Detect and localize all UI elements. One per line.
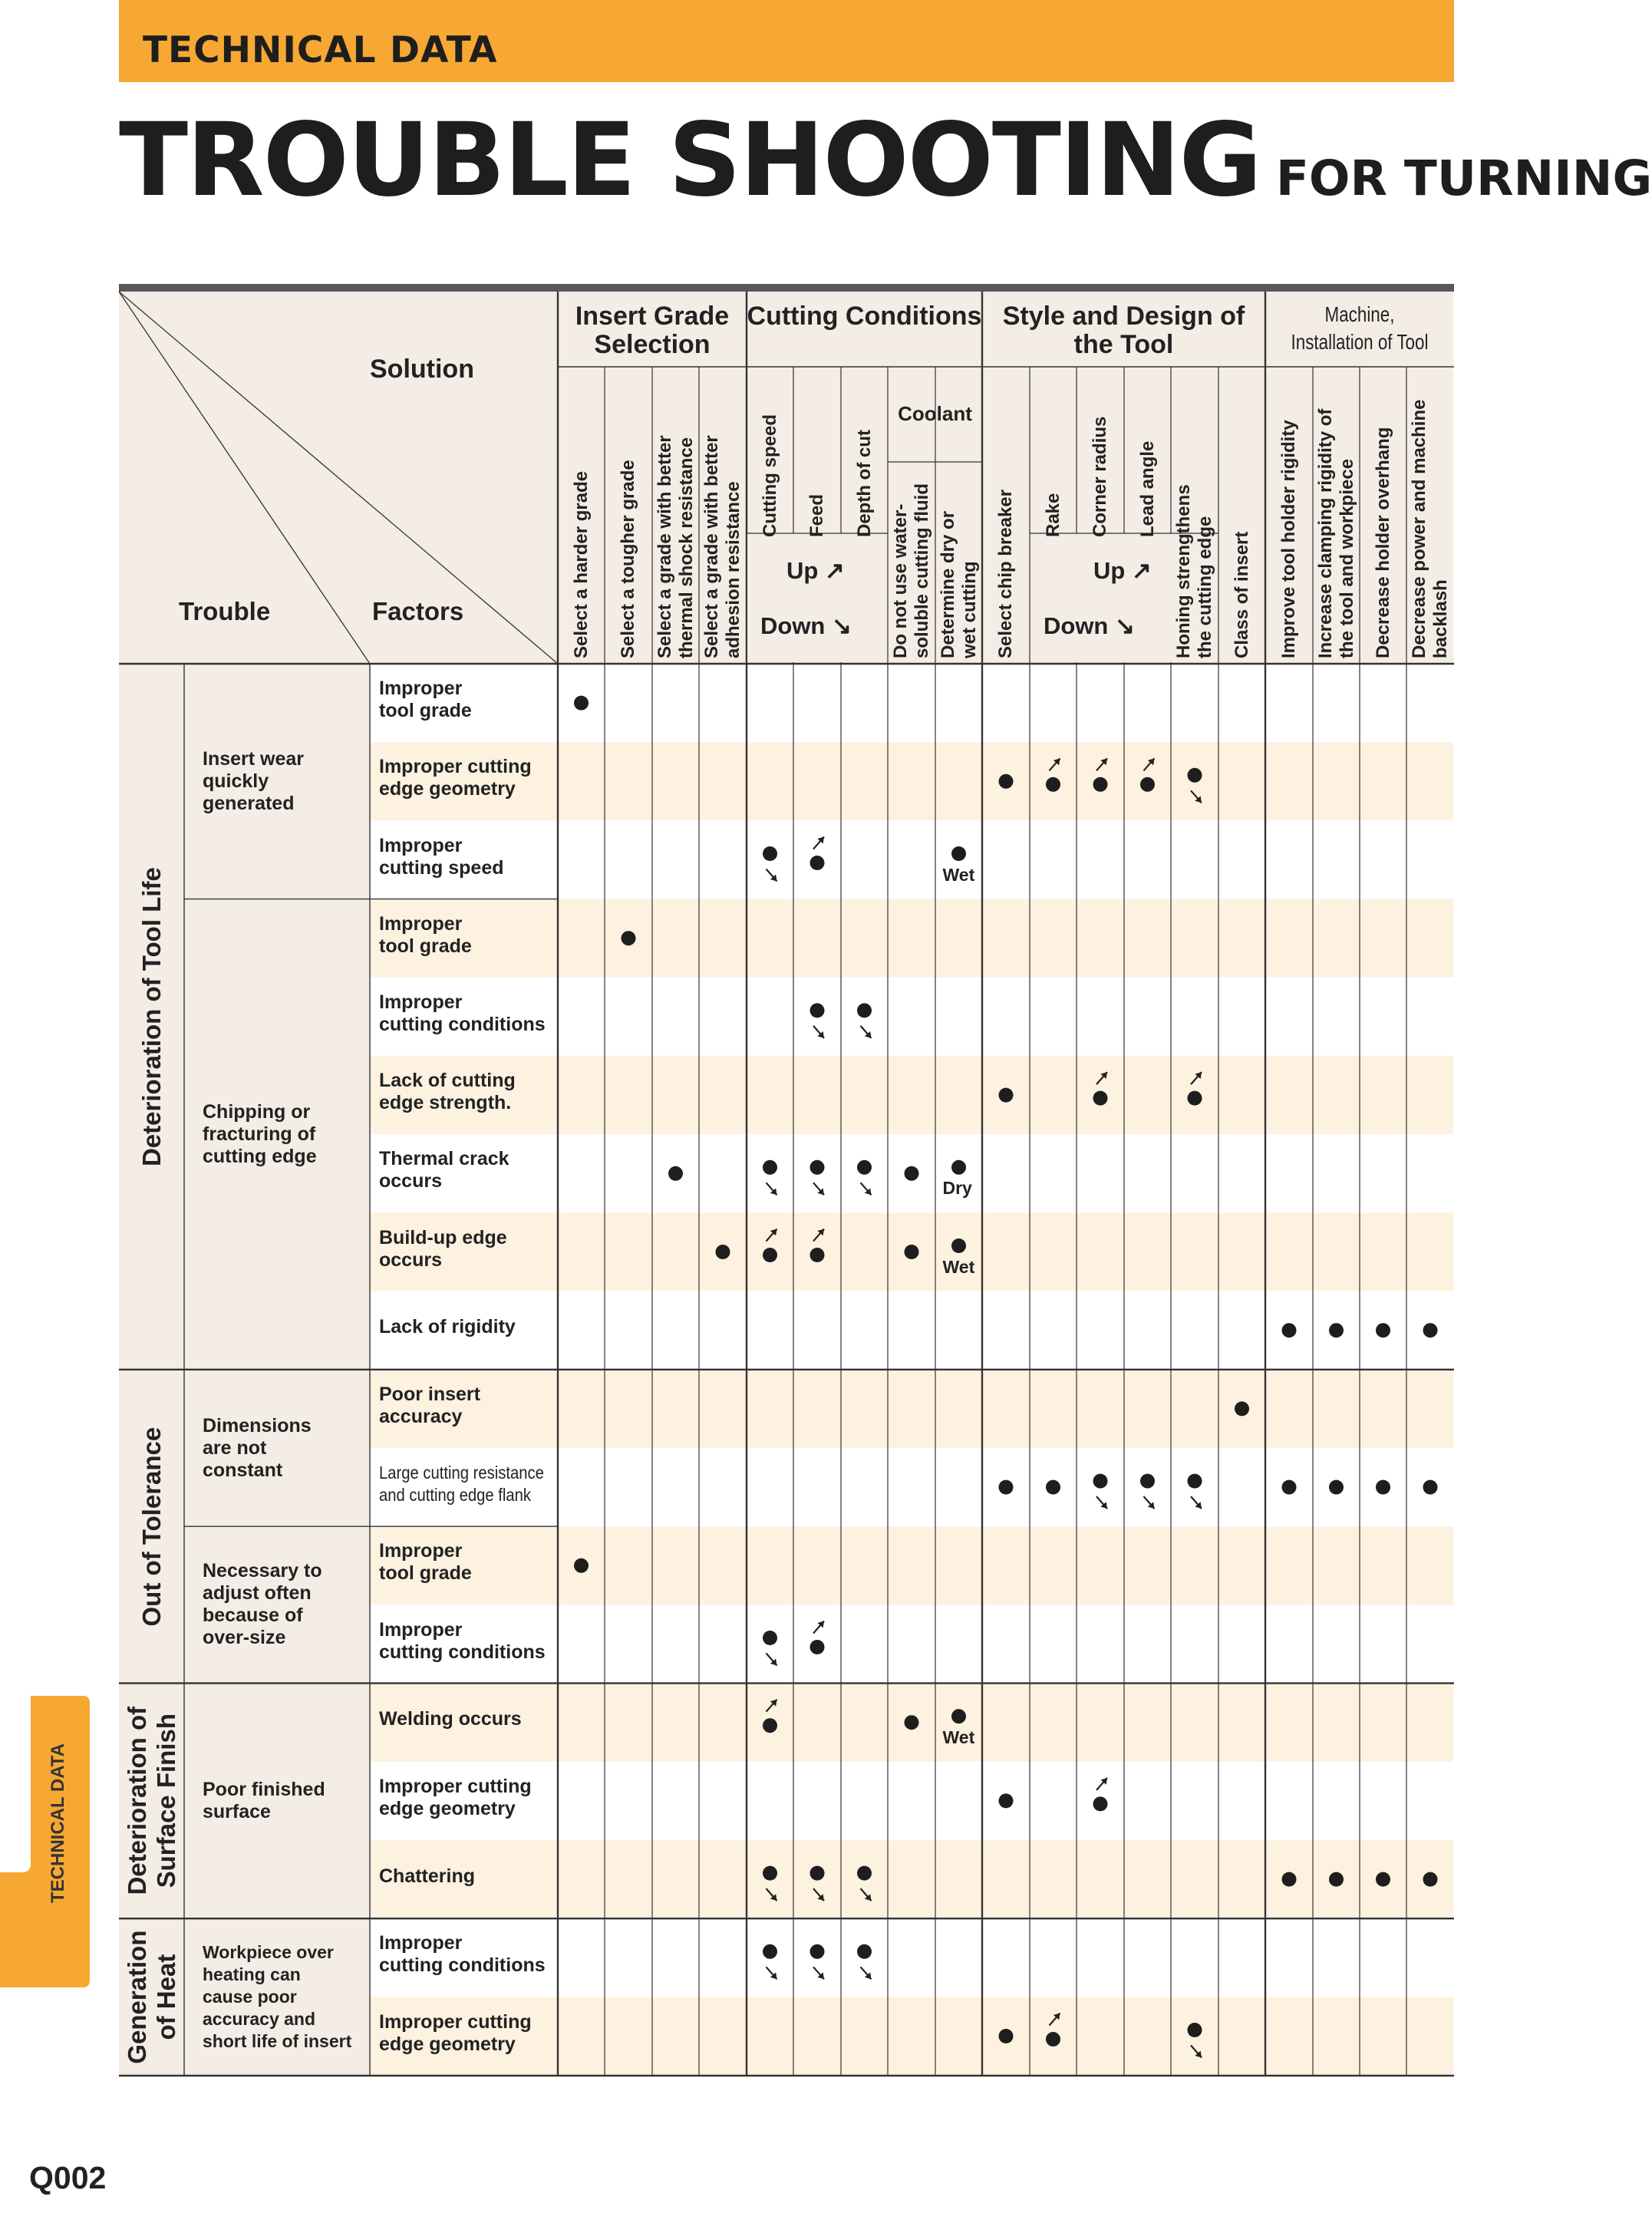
solution-dot xyxy=(1423,1480,1438,1495)
column-label-line: soluble cutting fluid xyxy=(912,483,932,658)
group-header: Cutting Conditions xyxy=(747,302,982,331)
coolant-note: Wet xyxy=(942,1727,975,1747)
factor-label-line: edge strength. xyxy=(379,1092,512,1114)
column-label: Class of insert xyxy=(1231,531,1252,658)
up-label: Up ↗ xyxy=(1093,557,1152,584)
factor-label-line: cutting speed xyxy=(379,856,504,879)
factor-label-line: tool grade xyxy=(379,700,472,722)
factor-label xyxy=(379,913,472,958)
side-tab xyxy=(0,1696,90,1987)
row-band xyxy=(558,899,1454,978)
solution-dot xyxy=(1376,1872,1390,1887)
down-label: Down ↘ xyxy=(760,612,852,639)
column-label: Depth of cut xyxy=(853,430,875,537)
trouble-subcategory-line: short life of insert xyxy=(203,2031,352,2052)
solution-dot xyxy=(810,1248,825,1262)
solution-dot xyxy=(1282,1872,1297,1887)
factor-label-line: Chattering xyxy=(379,1865,475,1887)
solution-dot xyxy=(810,1160,825,1175)
factor-label-line: tool grade xyxy=(379,1562,472,1585)
corner-trouble-label: Trouble xyxy=(179,597,271,625)
factor-label xyxy=(379,1384,480,1428)
factor-label-line: Improper xyxy=(379,912,463,935)
trouble-subcategory-line: Dimensions xyxy=(203,1414,312,1436)
coolant-header: Coolant xyxy=(898,402,972,425)
solution-dot xyxy=(1188,2023,1202,2037)
factor-label xyxy=(379,1462,544,1506)
factor-label-line: Welding occurs xyxy=(379,1708,522,1730)
factor-label xyxy=(379,1708,522,1730)
column-label-line: the cutting edge xyxy=(1195,516,1215,658)
factor-label xyxy=(379,1619,546,1664)
column-label-line: Decrease power and machine xyxy=(1409,399,1429,658)
factor-label xyxy=(379,835,504,879)
factor-label-line: Improper xyxy=(379,1618,463,1641)
column-label: Cutting speed xyxy=(759,414,780,537)
factor-label xyxy=(379,2011,532,2056)
solution-dot xyxy=(1046,2032,1060,2047)
side-tab-label: TECHNICAL DATA xyxy=(48,1743,68,1903)
column-label: Decrease holder overhang xyxy=(1372,427,1393,658)
solution-dot xyxy=(1235,1401,1249,1416)
column-label: Improve tool holder rigidity xyxy=(1278,420,1299,658)
column-label: Feed xyxy=(806,493,827,537)
factor-label-line: occurs xyxy=(379,1248,442,1271)
factor-label-line: Lack of rigidity xyxy=(379,1316,516,1338)
trouble-subcategory-line: Necessary to xyxy=(203,1560,322,1582)
column-label: Rake xyxy=(1042,493,1063,537)
trouble-category xyxy=(123,1684,181,1919)
factor-label-line: edge geometry xyxy=(379,2033,516,2055)
group-header: Machine, Installation of Tool xyxy=(1291,302,1429,354)
group-header: Style and Design of the Tool xyxy=(1002,302,1245,359)
solution-dot xyxy=(574,1558,589,1573)
factor-label xyxy=(379,1316,516,1338)
solution-dot xyxy=(999,2029,1014,2043)
column-label-line: adhesion resistance xyxy=(723,481,744,658)
trouble-category-line: of Heat xyxy=(151,1954,180,2040)
trouble-subcategory-line: heating can xyxy=(203,1964,301,1985)
factor-label xyxy=(379,756,532,800)
trouble-category-line: Deterioration of xyxy=(122,1707,151,1895)
column-label xyxy=(938,511,981,658)
factor-label-line: Improper xyxy=(379,991,463,1013)
trouble-subcategory xyxy=(203,1941,351,2053)
column-label: Select a harder grade xyxy=(570,470,592,658)
coolant-note: Wet xyxy=(942,864,975,885)
factor-label xyxy=(379,1148,509,1192)
trouble-subcategory xyxy=(203,1560,322,1649)
factor-label-line: Build-up edge xyxy=(379,1226,507,1248)
solution-dot xyxy=(1188,1091,1202,1106)
solution-dot xyxy=(1140,777,1155,792)
row-band xyxy=(558,1291,1454,1370)
column-label-line: Do not use water- xyxy=(890,503,911,658)
column-label: Lead angle xyxy=(1136,440,1158,537)
trouble-subcategory-line: Insert wear xyxy=(203,747,305,770)
trouble-subcategory-line: cause poor xyxy=(203,1987,297,2007)
column-label-line: Select a grade with better xyxy=(701,435,722,658)
solution-dot xyxy=(905,1245,919,1259)
trouble-category xyxy=(137,664,167,1370)
trouble-category-line: Surface Finish xyxy=(151,1713,180,1888)
solution-dot xyxy=(1046,777,1060,792)
page-number: Q002 xyxy=(29,2160,107,2195)
column-label-line: Select a grade with better xyxy=(654,435,675,658)
updown-cell xyxy=(747,533,887,662)
solution-dot xyxy=(1423,1323,1438,1337)
solution-dot xyxy=(810,1640,825,1654)
solution-dot xyxy=(716,1245,730,1259)
row-band xyxy=(558,978,1454,1056)
factor-label-line: Thermal crack xyxy=(379,1148,509,1170)
solution-dot xyxy=(1376,1323,1390,1337)
column-label: Corner radius xyxy=(1090,416,1110,537)
column-label xyxy=(890,483,933,658)
trouble-subcategory xyxy=(203,1415,312,1482)
down-label: Down ↘ xyxy=(1044,612,1135,639)
row-band xyxy=(558,820,1454,899)
solution-dot xyxy=(810,1866,825,1881)
solution-dot xyxy=(951,1238,966,1253)
solution-dot xyxy=(1329,1323,1344,1337)
factor-label xyxy=(379,991,546,1036)
solution-dot xyxy=(1329,1480,1344,1495)
solution-dot xyxy=(1093,1091,1108,1106)
factor-label xyxy=(379,1540,472,1585)
trouble-category xyxy=(123,1918,181,2076)
solution-dot xyxy=(574,696,589,711)
coolant-note: Dry xyxy=(942,1178,972,1199)
factor-label-line: cutting conditions xyxy=(379,1641,546,1663)
solution-dot xyxy=(1093,777,1108,792)
column-label-line: Determine dry or xyxy=(937,510,958,658)
trouble-subcategory-line: Chipping or xyxy=(203,1100,311,1123)
trouble-subcategory-line: cutting edge xyxy=(203,1145,317,1167)
row-band xyxy=(558,1212,1454,1291)
solution-dot xyxy=(1140,1474,1155,1489)
column-label xyxy=(655,435,697,658)
factor-label-line: occurs xyxy=(379,1170,442,1192)
factor-label-line: Improper xyxy=(379,678,463,700)
factor-label-line: edge geometry xyxy=(379,1797,516,1819)
column-label: Select a tougher grade xyxy=(618,460,638,658)
column-label xyxy=(1315,409,1358,658)
solution-dot xyxy=(999,1480,1014,1495)
solution-dot xyxy=(857,1003,872,1018)
factor-label xyxy=(379,1776,532,1820)
solution-dot xyxy=(857,1160,872,1175)
section-banner-label: TECHNICAL DATA xyxy=(143,29,498,71)
factor-label-line: Lack of cutting xyxy=(379,1070,516,1092)
column-label xyxy=(701,435,744,658)
page-title-main: TROUBLE SHOOTING xyxy=(119,101,1261,219)
trouble-subcategory-line: because of xyxy=(203,1605,303,1627)
solution-dot xyxy=(810,1003,825,1018)
column-label-line: the tool and workpiece xyxy=(1336,458,1357,658)
factor-label-line: Improper cutting xyxy=(379,2010,532,2033)
solution-dot xyxy=(810,856,825,870)
solution-dot xyxy=(1329,1872,1344,1887)
row-band xyxy=(558,1134,1454,1212)
factor-label xyxy=(379,1227,507,1271)
factor-label xyxy=(379,678,472,722)
coolant-note: Wet xyxy=(942,1256,975,1277)
solution-dot xyxy=(905,1715,919,1730)
solution-dot xyxy=(1423,1872,1438,1887)
solution-dot xyxy=(763,1944,777,1959)
factor-label-line: cutting conditions xyxy=(379,1013,546,1035)
trouble-subcategory xyxy=(203,1779,325,1823)
trouble-subcategory-line: constant xyxy=(203,1459,283,1481)
solution-dot xyxy=(1376,1480,1390,1495)
solution-dot xyxy=(668,1166,683,1181)
trouble-category-line: Generation xyxy=(122,1930,151,2064)
solution-dot xyxy=(1093,1796,1108,1811)
trouble-subcategory-line: are not xyxy=(203,1436,267,1459)
trouble-subcategory-line: adjust often xyxy=(203,1582,312,1605)
column-label xyxy=(1409,400,1452,658)
factor-label xyxy=(379,1070,516,1114)
trouble-category-line: Deterioration of Tool Life xyxy=(137,866,166,1166)
factor-label-line: Improper xyxy=(379,1540,463,1562)
side-tab-notch xyxy=(0,1696,31,1872)
up-label: Up ↗ xyxy=(786,557,845,584)
trouble-subcategory-line: Workpiece over xyxy=(203,1942,334,1963)
column-label-line: Increase clamping rigidity of xyxy=(1314,408,1336,658)
solution-dot xyxy=(763,1160,777,1175)
trouble-subcategory-line: accuracy and xyxy=(203,2009,316,2030)
solution-dot xyxy=(1282,1480,1297,1495)
solution-dot xyxy=(857,1866,872,1881)
corner-factors-label: Factors xyxy=(372,597,464,625)
solution-dot xyxy=(951,846,966,861)
solution-dot xyxy=(951,1709,966,1723)
solution-dot xyxy=(905,1166,919,1181)
factor-label-line: tool grade xyxy=(379,935,472,957)
row-band xyxy=(558,1918,1454,1997)
trouble-subcategory-line: quickly xyxy=(203,770,269,792)
solution-dot xyxy=(999,774,1014,789)
solution-dot xyxy=(1093,1474,1108,1489)
page-title-sub: FOR TURNING xyxy=(1275,150,1652,206)
row-band xyxy=(558,664,1454,742)
row-band xyxy=(558,1526,1454,1605)
factor-label-line: Improper xyxy=(379,834,463,856)
column-label xyxy=(1173,484,1216,658)
row-band xyxy=(558,1370,1454,1448)
group-header: Insert Grade Selection xyxy=(575,302,730,359)
solution-dot xyxy=(1282,1323,1297,1337)
solution-dot xyxy=(763,1866,777,1881)
factor-label-line: cutting conditions xyxy=(379,1954,546,1977)
row-band xyxy=(558,1840,1454,1918)
solution-dot xyxy=(999,1088,1014,1103)
solution-dot xyxy=(763,1248,777,1262)
row-band xyxy=(558,1605,1454,1683)
trouble-category xyxy=(137,1370,167,1684)
factor-label-line: Improper xyxy=(379,1932,463,1954)
trouble-subcategory-line: over-size xyxy=(203,1627,286,1649)
trouble-subcategory xyxy=(203,748,304,815)
trouble-subcategory-line: generated xyxy=(203,792,295,814)
solution-dot xyxy=(951,1160,966,1175)
solution-dot xyxy=(1046,1480,1060,1495)
solution-dot xyxy=(1188,768,1202,783)
row-band xyxy=(558,1684,1454,1762)
column-label-line: backlash xyxy=(1430,579,1451,658)
solution-dot xyxy=(810,1944,825,1959)
column-label: Select chip breaker xyxy=(995,489,1016,658)
trouble-category-line: Out of Tolerance xyxy=(137,1426,166,1627)
factor-label-line: Poor insert xyxy=(379,1383,480,1405)
column-label-line: wet cutting xyxy=(958,561,980,658)
factor-label-line: edge geometry xyxy=(379,778,516,800)
trouble-subcategory-line: fracturing of xyxy=(203,1123,316,1145)
solution-dot xyxy=(999,1793,1014,1808)
trouble-subcategory-line: surface xyxy=(203,1800,271,1822)
solution-dot xyxy=(1188,1474,1202,1489)
factor-label-line: Improper cutting xyxy=(379,756,532,778)
solution-dot xyxy=(763,846,777,861)
column-label-line: Honing strengthens xyxy=(1173,484,1194,658)
factor-label-line: accuracy xyxy=(379,1405,463,1427)
factor-label xyxy=(379,1932,546,1977)
factor-label-line: Improper cutting xyxy=(379,1775,532,1797)
solution-dot xyxy=(622,931,636,945)
solution-dot xyxy=(763,1631,777,1645)
trouble-subcategory-line: Poor finished xyxy=(203,1778,325,1800)
factor-label xyxy=(379,1865,475,1888)
factor-label-line: Large cutting resistance xyxy=(379,1463,544,1483)
corner-solution-label: Solution xyxy=(370,355,474,384)
solution-dot xyxy=(763,1718,777,1733)
factor-label-line: and cutting edge flank xyxy=(379,1485,532,1506)
trouble-subcategory xyxy=(203,1101,317,1168)
column-label-line: thermal shock resistance xyxy=(675,437,697,658)
solution-dot xyxy=(857,1944,872,1959)
